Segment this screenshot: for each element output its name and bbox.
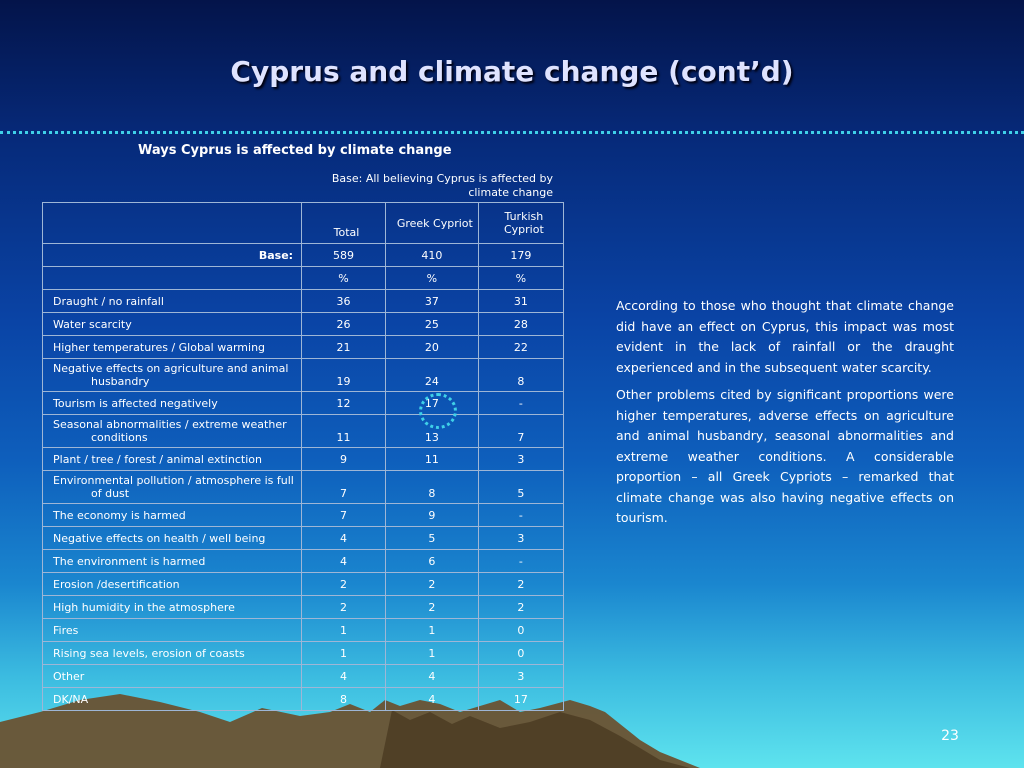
row-label: [43, 359, 302, 392]
cell-total: 9: [302, 448, 386, 471]
table-row: [43, 471, 564, 504]
table-row: [43, 290, 564, 313]
base-row: [43, 244, 564, 267]
cell-greek: 37: [385, 290, 478, 313]
cell-greek: 6: [385, 550, 478, 573]
cell-turkish: 8: [478, 359, 563, 392]
header-greek-cypriot: Greek Cypriot: [385, 203, 478, 244]
table-row: [43, 313, 564, 336]
row-label-line1: Seasonal abnormalities / extreme weather: [53, 418, 287, 431]
base-label: Base:: [43, 244, 302, 267]
cell-total: 7: [302, 471, 386, 504]
commentary-text: [616, 296, 954, 536]
cell-turkish: 5: [478, 471, 563, 504]
row-label: Rising sea levels, erosion of coasts: [43, 642, 302, 665]
cell-greek: 25: [385, 313, 478, 336]
table-row: [43, 596, 564, 619]
row-label-line1: Negative effects on agriculture and animal: [53, 362, 289, 375]
table-row: [43, 642, 564, 665]
cell-turkish: -: [478, 504, 563, 527]
row-label-line2: conditions: [91, 431, 148, 444]
row-label: Other: [43, 665, 302, 688]
row-label: Fires: [43, 619, 302, 642]
unit-empty: [43, 267, 302, 290]
row-label: Negative effects on health / well being: [43, 527, 302, 550]
cell-turkish: -: [478, 392, 563, 415]
unit-greek: %: [385, 267, 478, 290]
results-table: [42, 202, 564, 711]
cell-turkish: 7: [478, 415, 563, 448]
cell-greek: 5: [385, 527, 478, 550]
cell-greek: 4: [385, 665, 478, 688]
cell-turkish: 2: [478, 573, 563, 596]
table-title: Ways Cyprus is affected by climate change: [138, 143, 452, 158]
cell-turkish: -: [478, 550, 563, 573]
header-total: Total: [302, 203, 386, 244]
table-row: [43, 359, 564, 392]
header-row: [43, 203, 564, 244]
cell-greek: 20: [385, 336, 478, 359]
row-label: The environment is harmed: [43, 550, 302, 573]
table-row: [43, 336, 564, 359]
cell-greek: 9: [385, 504, 478, 527]
highlight-circle: [419, 393, 457, 429]
cell-total: 2: [302, 596, 386, 619]
cell-total: 36: [302, 290, 386, 313]
table-row: [43, 527, 564, 550]
table-row: [43, 665, 564, 688]
header-turkish-cypriot: Turkish Cypriot: [478, 203, 563, 244]
cell-total: 12: [302, 392, 386, 415]
cell-total: 2: [302, 573, 386, 596]
table-row: [43, 415, 564, 448]
cell-greek: 1: [385, 642, 478, 665]
dotted-divider: [0, 131, 1024, 134]
cell-total: 7: [302, 504, 386, 527]
base-total: 589: [302, 244, 386, 267]
cell-total: 4: [302, 550, 386, 573]
table-row: [43, 573, 564, 596]
unit-turkish: %: [478, 267, 563, 290]
cell-greek: 13: [385, 415, 478, 448]
cell-turkish: 0: [478, 642, 563, 665]
unit-total: %: [302, 267, 386, 290]
cell-turkish: 3: [478, 448, 563, 471]
cell-turkish: 28: [478, 313, 563, 336]
unit-row: [43, 267, 564, 290]
cell-greek: 24: [385, 359, 478, 392]
cell-total: 1: [302, 619, 386, 642]
base-turkish: 179: [478, 244, 563, 267]
row-label-line1: Environmental pollution / atmosphere is full: [53, 474, 294, 487]
base-greek: 410: [385, 244, 478, 267]
row-label: [43, 471, 302, 504]
cell-turkish: 3: [478, 665, 563, 688]
slide-title: Cyprus and climate change (cont’d): [230, 55, 794, 88]
row-label: Plant / tree / forest / animal extinction: [43, 448, 302, 471]
header-empty: [43, 203, 302, 244]
cell-turkish: 31: [478, 290, 563, 313]
table-row: [43, 448, 564, 471]
cell-total: 19: [302, 359, 386, 392]
row-label: Higher temperatures / Global warming: [43, 336, 302, 359]
cell-greek: 11: [385, 448, 478, 471]
row-label-line2: of dust: [91, 487, 130, 500]
cell-turkish: 3: [478, 527, 563, 550]
commentary-paragraph-1: According to those who thought that climate change did have an effect on Cyprus, this impact was most evident in the lack of rainfall or the draught experienced and in the subsequent water scarcity.: [616, 298, 954, 375]
row-label: Tourism is affected negatively: [43, 392, 302, 415]
cell-greek: 8: [385, 471, 478, 504]
row-label: Erosion /desertification: [43, 573, 302, 596]
cell-total: 26: [302, 313, 386, 336]
table-row: [43, 504, 564, 527]
cell-turkish: 17: [478, 688, 563, 711]
cell-total: 11: [302, 415, 386, 448]
cell-greek: 1: [385, 619, 478, 642]
base-note: Base: All believing Cyprus is affected by climate change: [331, 172, 553, 199]
cell-total: 21: [302, 336, 386, 359]
cell-total: 8: [302, 688, 386, 711]
cell-turkish: 2: [478, 596, 563, 619]
table-row: [43, 688, 564, 711]
row-label: High humidity in the atmosphere: [43, 596, 302, 619]
cell-total: 1: [302, 642, 386, 665]
row-label: [43, 415, 302, 448]
table-row: [43, 550, 564, 573]
cell-total: 4: [302, 665, 386, 688]
row-label: Draught / no rainfall: [43, 290, 302, 313]
row-label: DK/NA: [43, 688, 302, 711]
table-row: [43, 392, 564, 415]
commentary-paragraph-2: Other problems cited by significant proportions were higher temperatures, adverse effects on agriculture and animal husbandry, seasonal abnormalities and extreme weather conditions. A considerable proportion – all Greek Cypriots – remarked that climate change was also having negative effects on tourism.: [616, 387, 954, 525]
row-label: Water scarcity: [43, 313, 302, 336]
cell-greek: 4: [385, 688, 478, 711]
cell-greek: 2: [385, 596, 478, 619]
cell-turkish: 0: [478, 619, 563, 642]
table-row: [43, 619, 564, 642]
row-label-line2: husbandry: [91, 375, 150, 388]
cell-total: 4: [302, 527, 386, 550]
page-number: 23: [941, 728, 959, 744]
cell-turkish: 22: [478, 336, 563, 359]
cell-greek: 17: [385, 392, 478, 415]
row-label: The economy is harmed: [43, 504, 302, 527]
cell-greek: 2: [385, 573, 478, 596]
